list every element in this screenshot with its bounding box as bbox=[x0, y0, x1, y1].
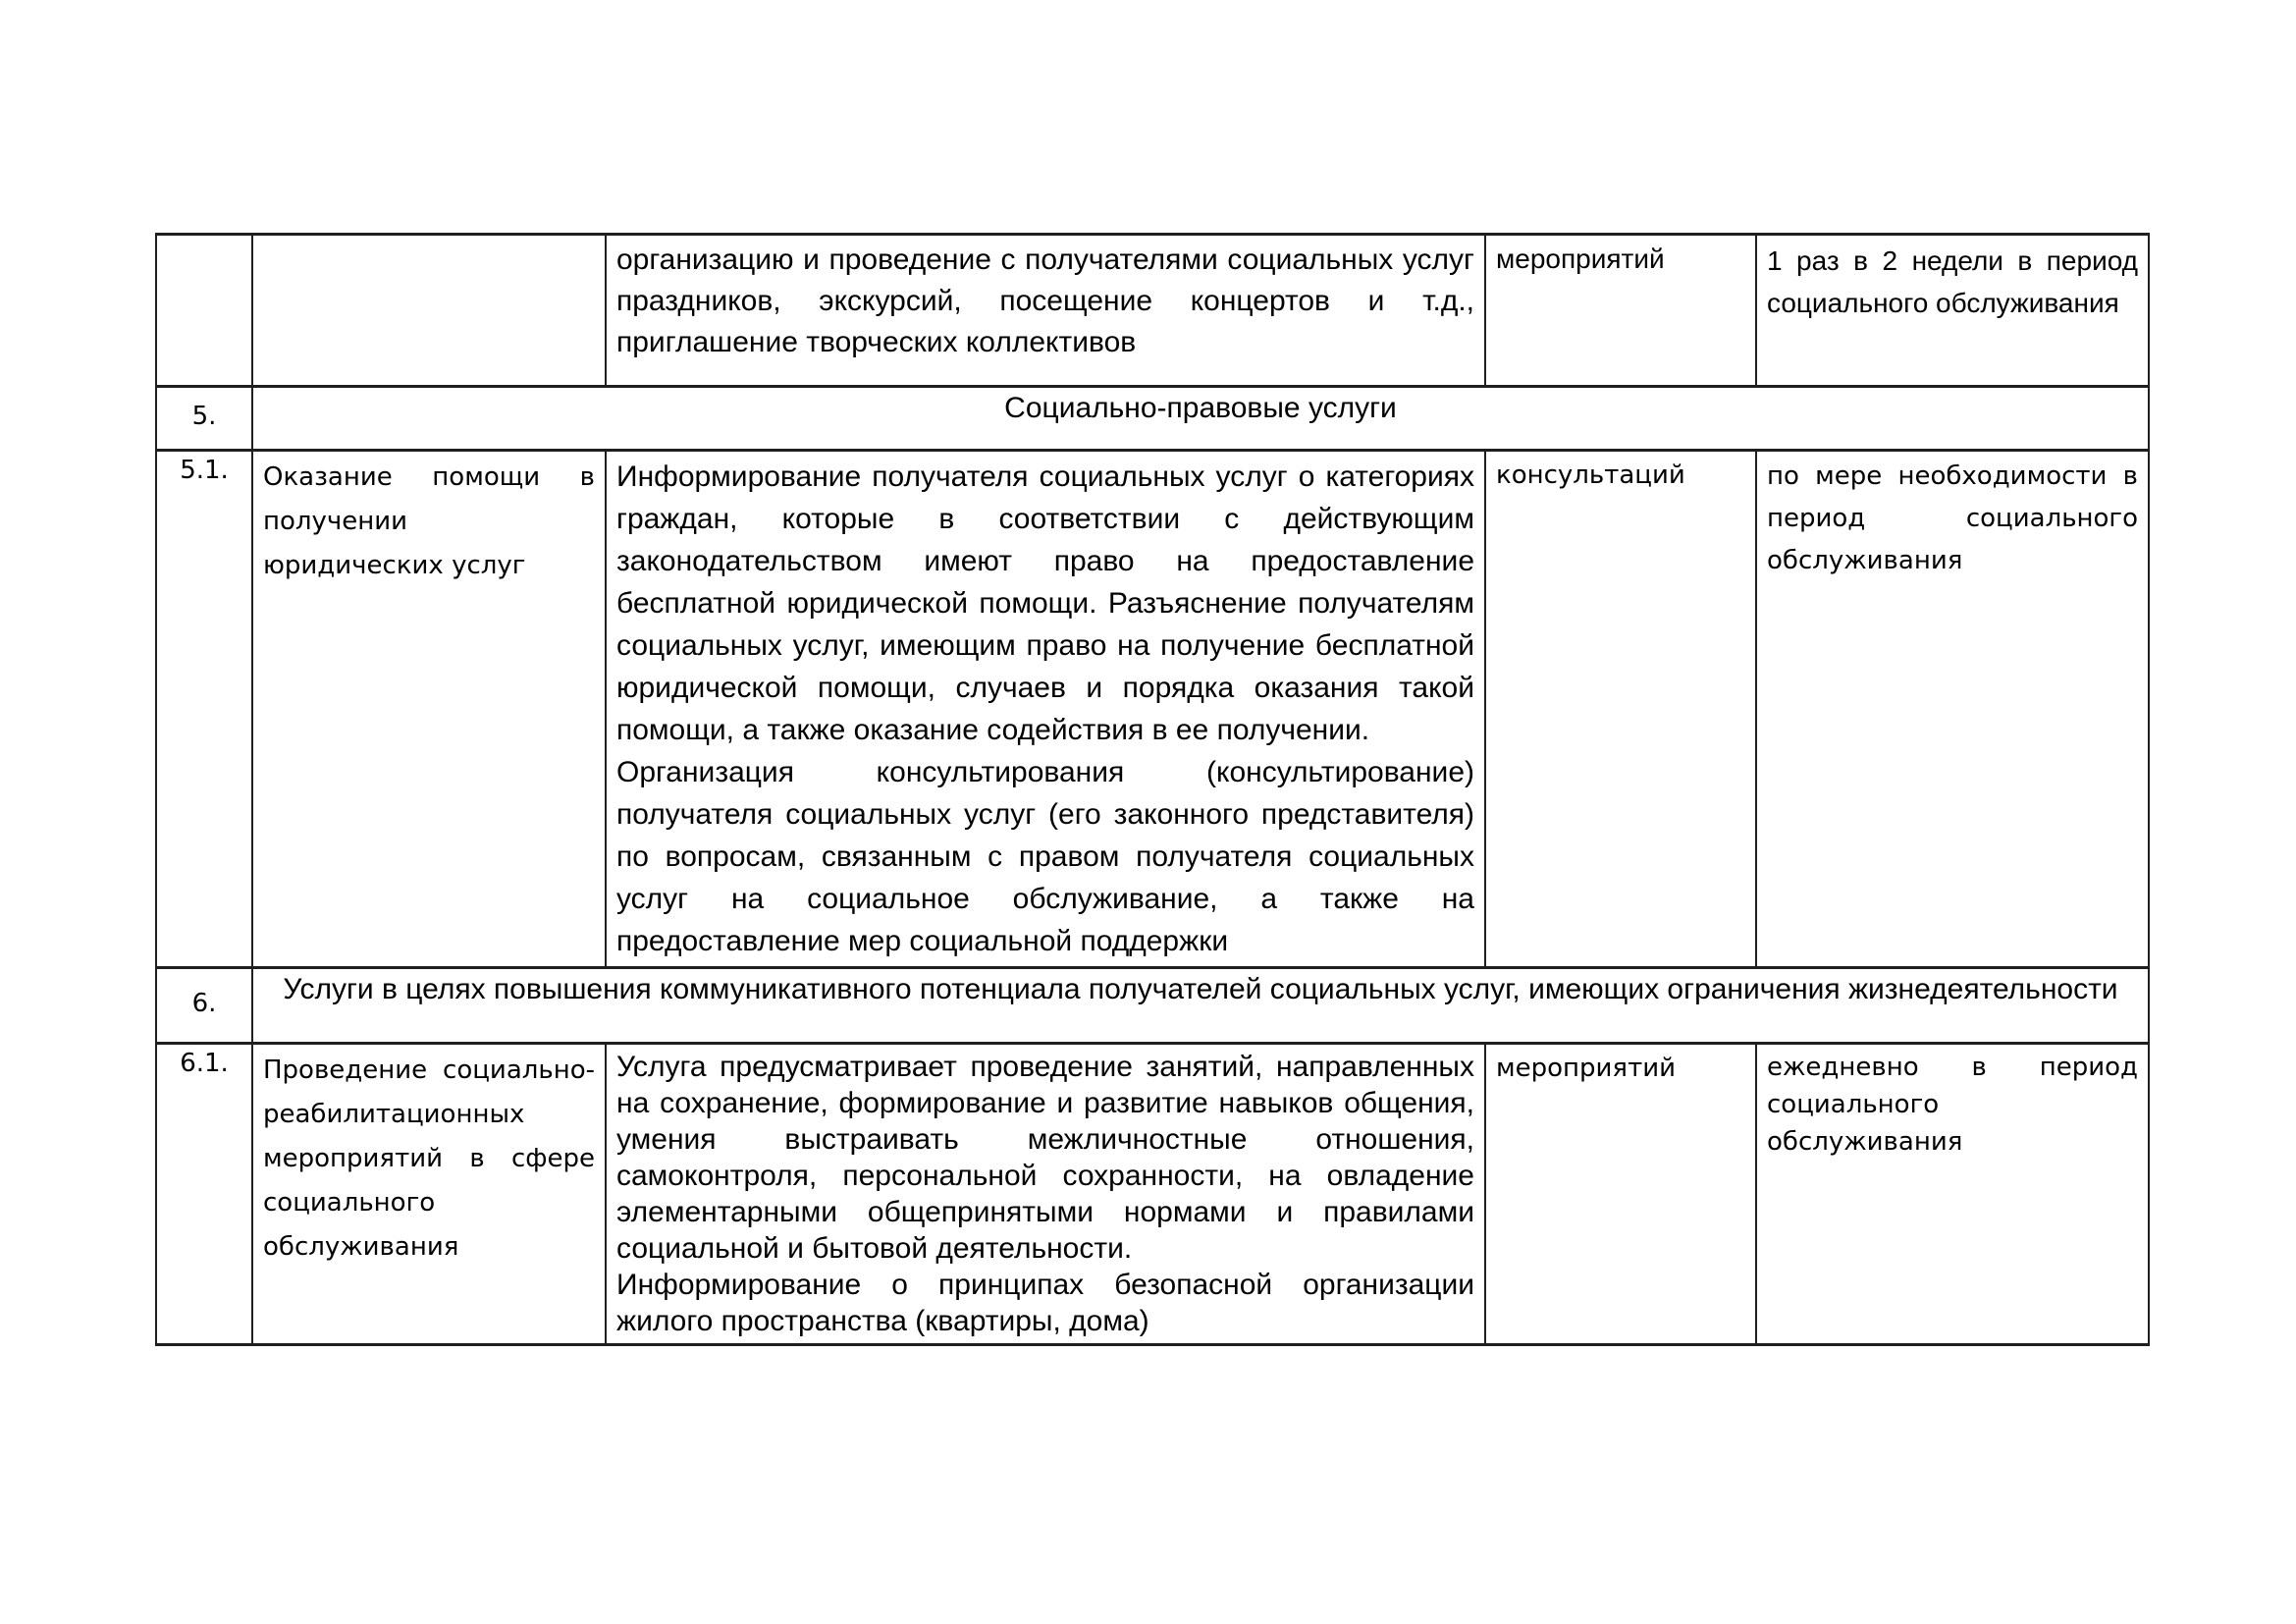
cell-frequency: 1 раз в 2 недели в период социального обслуживания bbox=[1756, 235, 2149, 387]
section-header-row-5 bbox=[156, 387, 2149, 451]
cell-description bbox=[606, 1044, 1485, 1345]
table-row bbox=[156, 451, 2149, 968]
cell-service-name bbox=[252, 235, 606, 387]
cell-frequency: по мере необходимости в период социального обслуживания bbox=[1756, 451, 2149, 968]
table-row bbox=[156, 235, 2149, 387]
cell-section-number: 5. bbox=[156, 387, 252, 451]
table-row bbox=[156, 1044, 2149, 1345]
cell-number bbox=[156, 235, 252, 387]
cell-service-name: Оказание помощи в получении юридических услуг bbox=[252, 451, 606, 968]
cell-service-name: Проведение социально-реабилитационных мероприятий в сфере социального обслуживания bbox=[252, 1044, 606, 1345]
description-paragraph: Организация консультирования (консультирование) получателя социальных услуг (его законного представителя) по вопросам, связанным с правом получателя социальных услуг на социальное обслуживание, а также на предоставление мер социальной поддержки bbox=[616, 756, 1474, 957]
description-paragraph: Информирование получателя социальных услуг о категориях граждан, которые в соответствии с действующим законодательством имеют право на предоставление бесплатной юридической помощи. Разъяснение получателям социальных услуг, имеющим право на получение бесплатной юридической помощи, случаев и порядка оказания такой помощи, а также оказание содействия в ее получении. bbox=[616, 460, 1474, 746]
cell-frequency: ежедневно в период социального обслуживания bbox=[1756, 1044, 2149, 1345]
cell-section-number: 6. bbox=[156, 968, 252, 1044]
services-table bbox=[155, 233, 2150, 1346]
cell-description bbox=[606, 451, 1485, 968]
cell-unit: консультаций bbox=[1485, 451, 1756, 968]
cell-description bbox=[606, 235, 1485, 387]
section-title: Социально-правовые услуги bbox=[252, 387, 2149, 451]
description-paragraph: Услуга предусматривает проведение занятий, направленных на сохранение, формирование и развитие навыков общения, умения выстраивать межличностные отношения, самоконтроля, персональной сохранности, на овладение элементарными общепринятыми нормами и правилами социальной и бытовой деятельности. bbox=[616, 1051, 1474, 1265]
cell-unit: мероприятий bbox=[1485, 1044, 1756, 1345]
description-paragraph: Информирование о принципах безопасной организации жилого пространства (квартиры, дома) bbox=[616, 1269, 1474, 1337]
description-paragraph: организацию и проведение с получателями социальных услуг праздников, экскурсий, посещение концертов и т.д., приглашение творческих коллективов bbox=[616, 244, 1474, 358]
section-header-row-6 bbox=[156, 968, 2149, 1044]
cell-unit: мероприятий bbox=[1485, 235, 1756, 387]
section-title: Услуги в целях повышения коммуникативного потенциала получателей социальных услуг, имеющих ограничения жизнедеятельности bbox=[252, 968, 2149, 1044]
cell-number: 6.1. bbox=[156, 1044, 252, 1345]
cell-number: 5.1. bbox=[156, 451, 252, 968]
